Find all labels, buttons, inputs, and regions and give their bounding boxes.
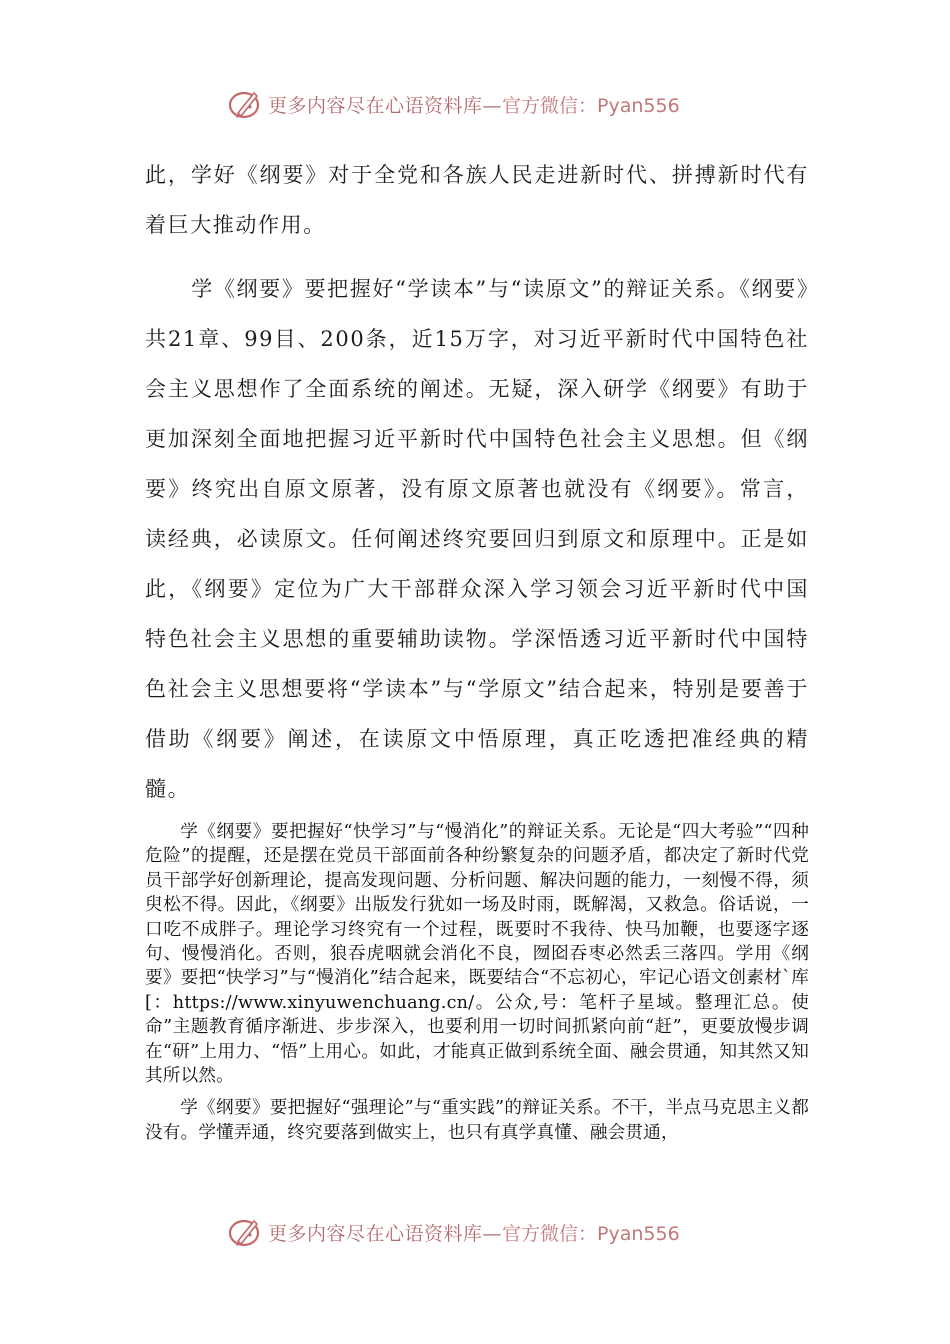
header-banner: [0, 82, 950, 126]
document-section-small: [145, 820, 809, 1145]
pen-logo-icon: [228, 87, 262, 121]
paragraph-fast-vs-slow: 学《纲要》要把握好“快学习”与“慢消化”的辩证关系。无论是“四大考验”“四种危险”的提醒，还是摆在党员干部面前各种纷繁复杂的问题矛盾，都决定了新时代党员干部学好创新理论，提高发现问题、分析问题、解决问题的能力，一刻慢不得，须臾松不得。因此，《纲要》出版发行犹如一场及时雨，既解渴，又救急。俗话说，一口吃不成胖子。理论学习终究有一个过程，既要时不我待、快马加鞭，也要逐字逐句、慢慢消化。否则，狼吞虎咽就会消化不良，囫囵吞枣必然丢三落四。学用《纲要》要把“快学习”与“慢消化”结合起来，既要结合“不忘初心，牢记心语文创素材`库[：https://www.xinyuwenchuang.cn/。公众,号：笔杆子星域。整理汇总。使命”主题教育循序渐进、步步深入，也要利用一切时间抓紧向前“赶”，更要放慢步调在“研”上用力、“悟”上用心。如此，才能真正做到系统全面、融会贯通，知其然又知其所以然。: [145, 822, 809, 1087]
banner-slogan: 更多内容尽在心语资料库—: [268, 94, 503, 117]
banner-content: [228, 82, 680, 126]
banner-wechat: 官方微信：Pyan556: [502, 94, 680, 117]
paragraph-theory-vs-practice: 学《纲要》要把握好“强理论”与“重实践”的辩证关系。不干，半点马克思主义都没有。学懂弄通，终究要落到做实上，也只有真学真懂、融会贯通，: [145, 1098, 809, 1143]
pen-logo-icon: [228, 1215, 262, 1249]
banner-slogan: 更多内容尽在心语资料库—: [268, 1222, 503, 1245]
footer-banner: [0, 1210, 950, 1254]
paragraph-continuation: 此，学好《纲要》对于全党和各族人民走进新时代、拼搏新时代有着巨大推动作用。: [145, 163, 809, 237]
banner-content-footer: [228, 1210, 680, 1254]
banner-wechat: 官方微信：Pyan556: [502, 1222, 680, 1245]
document-section-large: [145, 150, 809, 814]
paragraph-reading-vs-original: 学《纲要》要把握好“学读本”与“读原文”的辩证关系。《纲要》共21章、99目、200条，近15万字，对习近平新时代中国特色社会主义思想作了全面系统的阐述。无疑，深入研学《纲要》有助于更加深刻全面地把握习近平新时代中国特色社会主义思想。但《纲要》终究出自原文原著，没有原文原著也就没有《纲要》。常言，读经典，必读原文。任何阐述终究要回归到原文和原理中。正是如此，《纲要》定位为广大干部群众深入学习领会习近平新时代中国特色社会主义思想的重要辅助读物。学深悟透习近平新时代中国特色社会主义思想要将“学读本”与“学原文”结合起来，特别是要善于借助《纲要》阐述，在读原文中悟原理，真正吃透把准经典的精髓。: [145, 277, 809, 801]
